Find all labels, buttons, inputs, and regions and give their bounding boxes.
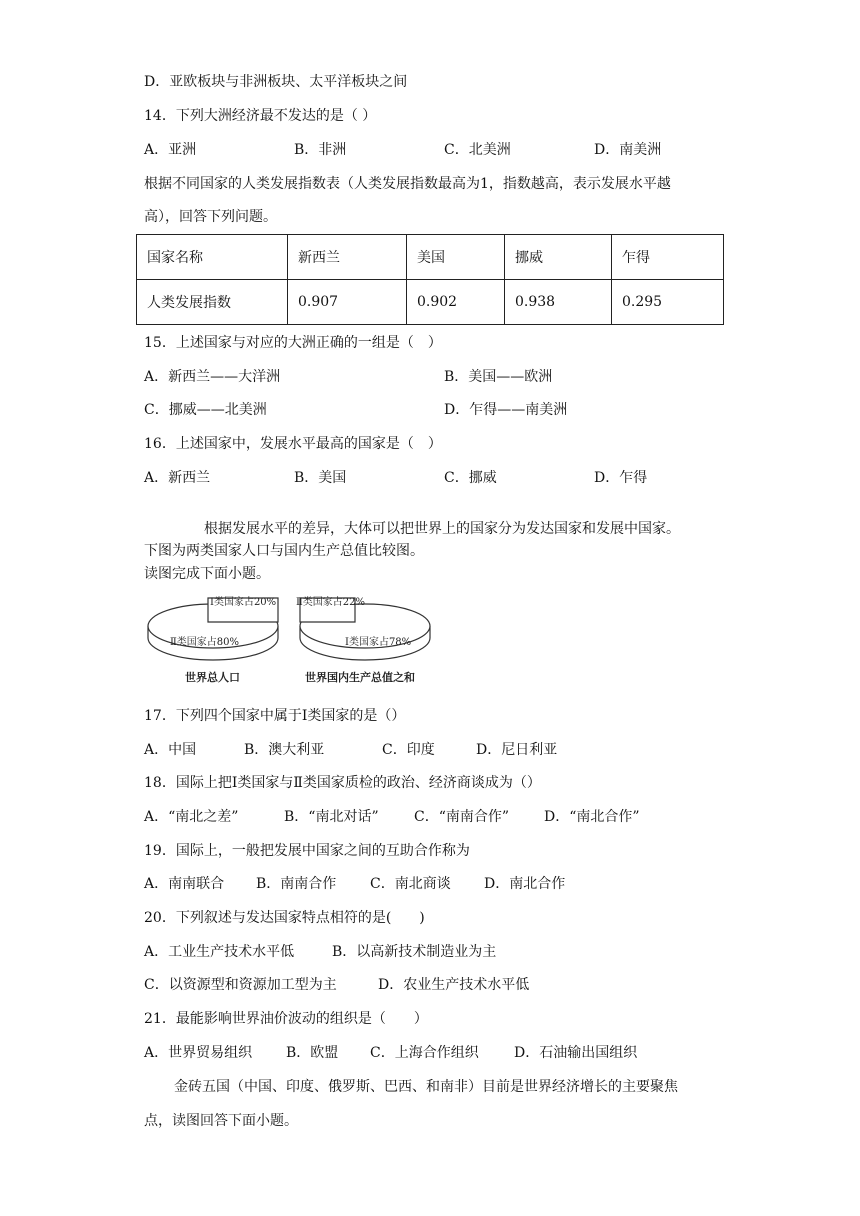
q15-option-b[interactable]: B．美国——欧洲 — [444, 369, 553, 385]
table-cell: 挪威 — [505, 235, 612, 280]
q20-option-a[interactable]: A．工业生产技术水平低 — [144, 944, 295, 960]
question-19: 19．国际上，一般把发展中国家之间的互助合作称为 — [144, 843, 470, 859]
q20-option-c[interactable]: C．以资源型和资源加工型为主 — [144, 977, 337, 993]
q17-option-d[interactable]: D．尼日利亚 — [476, 742, 558, 758]
table-cell: 0.295 — [612, 280, 724, 325]
q21-option-c[interactable]: C．上海合作组织 — [370, 1045, 479, 1061]
q14-option-d[interactable]: D．南美洲 — [594, 142, 662, 158]
table-cell: 0.902 — [407, 280, 505, 325]
q21-option-d[interactable]: D．石油输出国组织 — [514, 1045, 638, 1061]
passage-line1: 根据发展水平的差异，大体可以把世界上的国家分为发达国家和发展中国家。 — [204, 521, 680, 537]
hdi-intro-line1: 根据不同国家的人类发展指数表（人类发展指数最高为1，指数越高，表示发展水平越 — [144, 176, 671, 192]
pie-xlabel-population: 世界总人口 — [185, 671, 240, 684]
question-14: 14．下列大洲经济最不发达的是（ ） — [144, 108, 377, 124]
q20-option-d[interactable]: D．农业生产技术水平低 — [378, 977, 530, 993]
q14-option-b[interactable]: B．非洲 — [294, 142, 347, 158]
q15-options-row2 — [144, 400, 744, 420]
q15-option-d[interactable]: D．乍得——南美洲 — [444, 402, 568, 418]
pie-xlabel-gdp: 世界国内生产总值之和 — [305, 671, 415, 684]
q15-options-row1 — [144, 367, 744, 387]
question-17: 17．下列四个国家中属于Ⅰ类国家的是（） — [144, 708, 406, 724]
question-16: 16．上述国家中，发展水平最高的国家是（ ） — [144, 436, 442, 452]
q16-options — [144, 468, 744, 488]
q19-option-b[interactable]: B．南南合作 — [256, 876, 337, 892]
hdi-intro-line2: 高），回答下列问题。 — [144, 209, 277, 225]
table-header-row — [137, 235, 724, 280]
q14-option-c[interactable]: C．北美洲 — [444, 142, 511, 158]
table-cell: 人类发展指数 — [137, 280, 288, 325]
q16-option-c[interactable]: C．挪威 — [444, 470, 497, 486]
table-cell: 0.907 — [288, 280, 407, 325]
q17-option-c[interactable]: C．印度 — [382, 742, 435, 758]
q18-options — [144, 807, 744, 827]
table-row — [137, 280, 724, 325]
q19-option-c[interactable]: C．南北商谈 — [370, 876, 451, 892]
q18-option-a[interactable]: A．“南北之差” — [144, 809, 239, 825]
pie-label-class1-20: Ⅰ类国家占20% — [210, 597, 277, 608]
q14-options — [144, 140, 744, 160]
q18-option-d[interactable]: D．“南北合作” — [544, 809, 640, 825]
hdi-table — [136, 234, 724, 325]
gdp-pie — [296, 595, 430, 684]
passage-line2: 下图为两类国家人口与国内生产总值比较图。 — [144, 543, 424, 559]
q15-option-a[interactable]: A．新西兰——大洋洲 — [144, 369, 281, 385]
pie-label-class1-78: Ⅰ类国家占78% — [345, 637, 412, 648]
brics-passage-line2: 点，读图回答下面小题。 — [144, 1113, 298, 1129]
q18-option-b[interactable]: B．“南北对话” — [284, 809, 379, 825]
table-cell: 美国 — [407, 235, 505, 280]
q16-option-d[interactable]: D．乍得 — [594, 470, 648, 486]
population-gdp-pie-chart — [140, 588, 440, 688]
q14-option-a[interactable]: A．亚洲 — [144, 142, 197, 158]
q20-options-row1 — [144, 942, 744, 962]
q20-options-row2 — [144, 975, 744, 995]
question-18: 18．国际上把Ⅰ类国家与Ⅱ类国家质检的政治、经济商谈成为（） — [144, 775, 541, 791]
table-cell: 0.938 — [505, 280, 612, 325]
question-15: 15．上述国家与对应的大洲正确的一组是（ ） — [144, 335, 442, 351]
q16-option-b[interactable]: B．美国 — [294, 470, 347, 486]
q20-option-b[interactable]: B．以高新技术制造业为主 — [332, 944, 497, 960]
q21-option-b[interactable]: B．欧盟 — [286, 1045, 339, 1061]
q21-options — [144, 1043, 744, 1063]
brics-passage-line1: 金砖五国（中国、印度、俄罗斯、巴西、和南非）目前是世界经济增长的主要聚焦 — [174, 1079, 678, 1095]
q15-option-c[interactable]: C．挪威——北美洲 — [144, 402, 267, 418]
pie-label-class2-80: Ⅱ类国家占80% — [170, 637, 240, 648]
table-cell: 国家名称 — [137, 235, 288, 280]
q17-options — [144, 740, 744, 760]
question-21: 21．最能影响世界油价波动的组织是（ ） — [144, 1011, 428, 1027]
q19-options — [144, 874, 744, 894]
table-cell: 新西兰 — [288, 235, 407, 280]
q18-option-c[interactable]: C．“南南合作” — [414, 809, 510, 825]
q19-option-a[interactable]: A．南南联合 — [144, 876, 225, 892]
q19-option-d[interactable]: D．南北合作 — [484, 876, 566, 892]
population-pie — [148, 595, 278, 684]
q17-option-b[interactable]: B．澳大利亚 — [244, 742, 325, 758]
q17-option-a[interactable]: A．中国 — [144, 742, 197, 758]
question-20: 20．下列叙述与发达国家特点相符的是( ) — [144, 910, 425, 926]
pie-label-class2-22: Ⅱ类国家占22% — [296, 597, 366, 608]
passage-line3: 读图完成下面小题。 — [144, 566, 270, 582]
q13-option-d: D．亚欧板块与非洲板块、太平洋板块之间 — [144, 74, 408, 90]
q21-option-a[interactable]: A．世界贸易组织 — [144, 1045, 253, 1061]
table-cell: 乍得 — [612, 235, 724, 280]
q16-option-a[interactable]: A．新西兰 — [144, 470, 211, 486]
